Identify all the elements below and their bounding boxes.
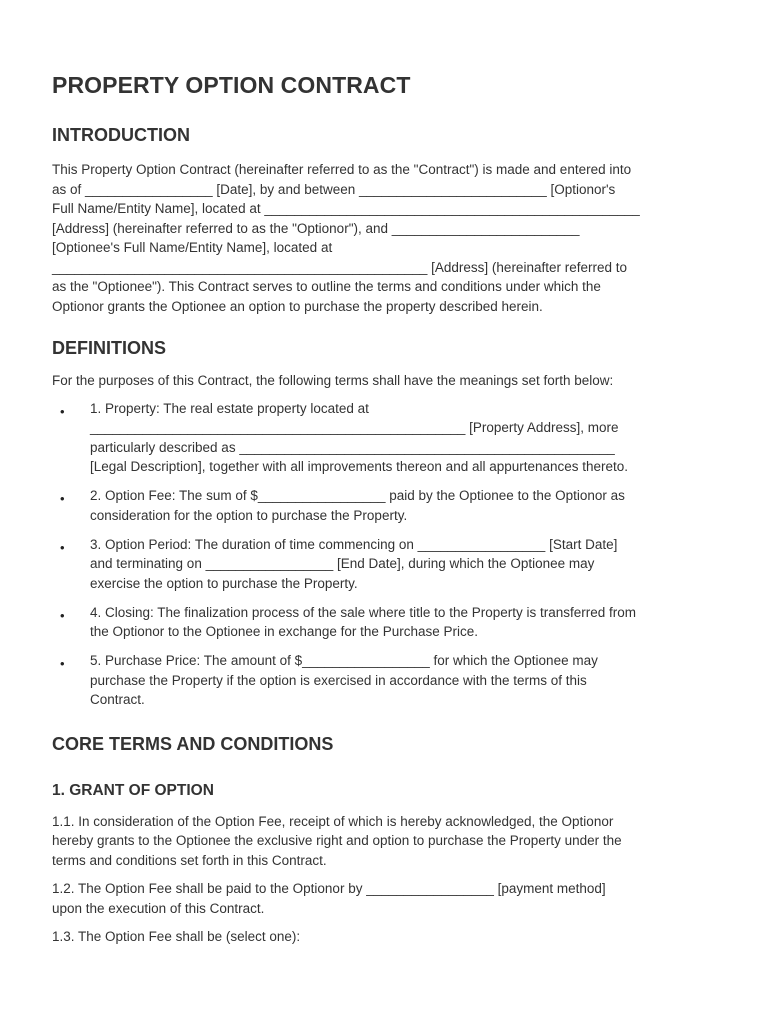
text-line: 5. Purchase Price: The amount of $_________________ for which the Optionee may [90,653,598,668]
document-title: PROPERTY OPTION CONTRACT [52,72,411,98]
text-line: the Optionor to the Optionee in exchange for the Purchase Price. [90,624,478,639]
text-line: [Legal Description], together with all improvements thereon and all appurtenances thereto. [90,459,629,474]
clause-1-1 [52,812,718,871]
definitions-intro: For the purposes of this Contract, the following terms shall have the meanings set forth below: [52,373,614,388]
text-line: This Property Option Contract (hereinafter referred to as the "Contract") is made and entered into [52,162,632,177]
clause-1-3 [52,927,718,947]
text-line: particularly described as __________________________________________________ [90,439,615,455]
bullet-icon: • [60,539,65,555]
text-line: as of _________________ [Date], by and between _________________________ [Optionor's [52,181,616,197]
definitions-heading: DEFINITIONS [52,338,167,358]
core-terms-heading: CORE TERMS AND CONDITIONS [52,733,334,754]
definition-item-purchase-price [52,651,718,710]
clause-1-2 [52,879,718,918]
introduction-paragraph [52,160,718,316]
definition-item-option-fee [52,486,718,525]
text-line: purchase the Property if the option is exercised in accordance with the terms of this [90,672,587,688]
text-line: [Optionee's Full Name/Entity Name], located at [52,240,333,255]
definition-item-property [52,399,718,477]
bullet-icon: • [60,607,65,623]
bullet-icon: • [60,491,65,506]
bullet-icon: • [60,403,65,419]
text-line: 2. Option Fee: The sum of $_________________ paid by the Optionee to the Optionor as [90,488,625,503]
text-line: Full Name/Entity Name], located at __________________________________________________ [52,201,640,216]
text-line: 1.2. The Option Fee shall be paid to the Optionor by _________________ [payment method] [52,881,606,896]
text-line: __________________________________________________ [Address] (hereinafter referred to [52,259,627,275]
grant-of-option-heading: 1. GRANT OF OPTION [52,781,214,799]
introduction-heading: INTRODUCTION [52,125,190,145]
definitions-list [52,399,718,710]
text-line: 1. Property: The real estate property located at [90,400,369,416]
text-line: hereby grants to the Optionee the exclusive right and option to purchase the Property under the [52,833,622,848]
text-line: exercise the option to purchase the Property. [90,575,358,591]
text-line: 1.3. The Option Fee shall be (select one): [52,929,301,944]
text-line: and terminating on _________________ [End Date], during which the Optionee may [90,556,595,571]
text-line: __________________________________________________ [Property Address], more [90,420,619,435]
text-line: 1.1. In consideration of the Option Fee, receipt of which is hereby acknowledged, the Optionor [52,813,614,829]
text-line: terms and conditions set forth in this Contract. [52,852,327,868]
text-line: Optionor grants the Optionee an option to purchase the property described herein. [52,298,543,314]
text-line: [Address] (hereinafter referred to as the "Optionor"), and _________________________ [52,220,580,236]
bullet-icon: • [60,656,65,671]
text-line: Contract. [90,692,145,707]
definition-item-option-period [52,535,718,594]
text-line: consideration for the option to purchase the Property. [90,507,408,523]
text-line: upon the execution of this Contract. [52,900,265,916]
definition-item-closing [52,603,718,642]
text-line: 4. Closing: The finalization process of the sale where title to the Property is transferred from [90,604,637,620]
text-line: 3. Option Period: The duration of time commencing on _________________ [Start Date] [90,536,618,552]
text-line: as the "Optionee"). This Contract serves to outline the terms and conditions under which the [52,279,601,294]
